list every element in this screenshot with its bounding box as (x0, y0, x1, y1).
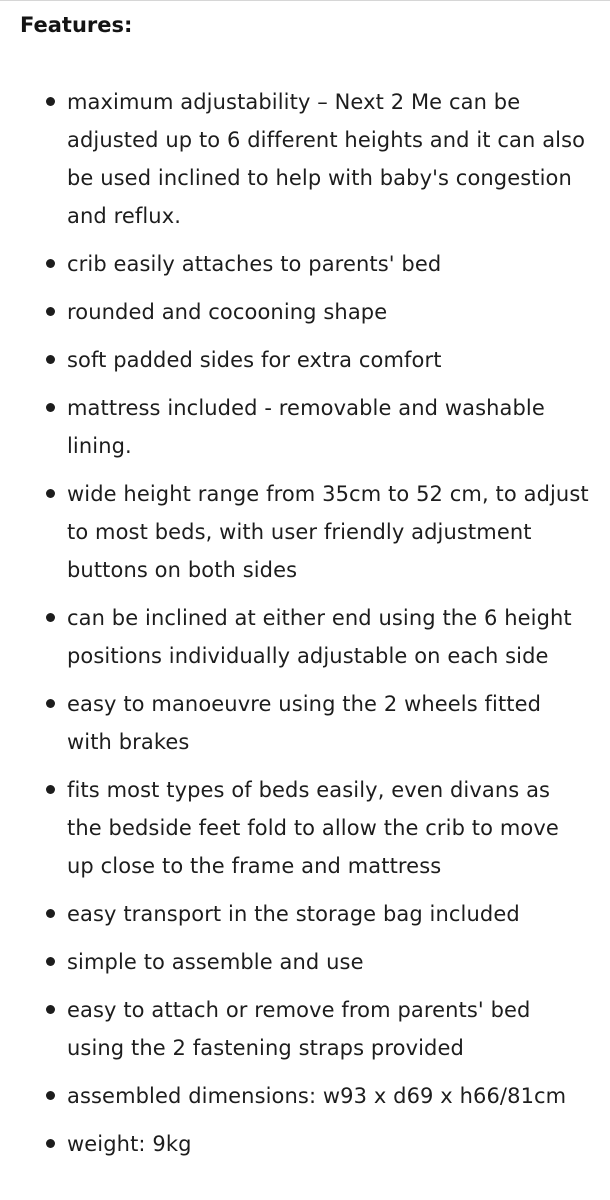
feature-text: fits most types of beds easily, even divans as the bedside feet fold to allow the crib to move up close to the frame and mattress (67, 778, 559, 878)
bullet-icon (46, 1091, 55, 1100)
feature-item (0, 1125, 610, 1163)
feature-text: assembled dimensions: w93 x d69 x h66/81cm (67, 1084, 567, 1108)
feature-text: soft padded sides for extra comfort (67, 348, 442, 372)
feature-text: maximum adjustability – Next 2 Me can be adjusted up to 6 different heights and it can also be used inclined to help with baby's congestion and reflux. (67, 90, 586, 228)
feature-text: simple to assemble and use (67, 950, 364, 974)
feature-item (0, 943, 610, 981)
feature-item (0, 475, 610, 589)
bullet-icon (46, 785, 55, 794)
bullet-icon (46, 1005, 55, 1014)
feature-item (0, 341, 610, 379)
features-list (0, 83, 610, 1173)
feature-item (0, 245, 610, 283)
feature-text: easy to attach or remove from parents' bed using the 2 fastening straps provided (67, 998, 531, 1060)
bullet-icon (46, 699, 55, 708)
feature-item (0, 771, 610, 885)
bullet-icon (46, 613, 55, 622)
feature-text: easy transport in the storage bag included (67, 902, 520, 926)
feature-text: crib easily attaches to parents' bed (67, 252, 442, 276)
bullet-icon (46, 909, 55, 918)
feature-text: easy to manoeuvre using the 2 wheels fitted with brakes (67, 692, 542, 754)
feature-item (0, 895, 610, 933)
bullet-icon (46, 97, 55, 106)
feature-item (0, 599, 610, 675)
feature-text: mattress included - removable and washable lining. (67, 396, 545, 458)
feature-item (0, 83, 610, 235)
feature-text: can be inclined at either end using the 6 height positions individually adjustable on each side (67, 606, 572, 668)
feature-item (0, 685, 610, 761)
feature-item (0, 293, 610, 331)
features-heading: Features: (20, 13, 133, 37)
feature-text: weight: 9kg (67, 1132, 192, 1156)
feature-item (0, 991, 610, 1067)
feature-item (0, 1077, 610, 1115)
feature-text: wide height range from 35cm to 52 cm, to adjust to most beds, with user friendly adjustment buttons on both sides (67, 482, 589, 582)
feature-text: rounded and cocooning shape (67, 300, 388, 324)
top-divider (0, 0, 610, 1)
feature-item (0, 389, 610, 465)
bullet-icon (46, 259, 55, 268)
bullet-icon (46, 307, 55, 316)
bullet-icon (46, 957, 55, 966)
bullet-icon (46, 403, 55, 412)
bullet-icon (46, 1139, 55, 1148)
bullet-icon (46, 355, 55, 364)
bullet-icon (46, 489, 55, 498)
